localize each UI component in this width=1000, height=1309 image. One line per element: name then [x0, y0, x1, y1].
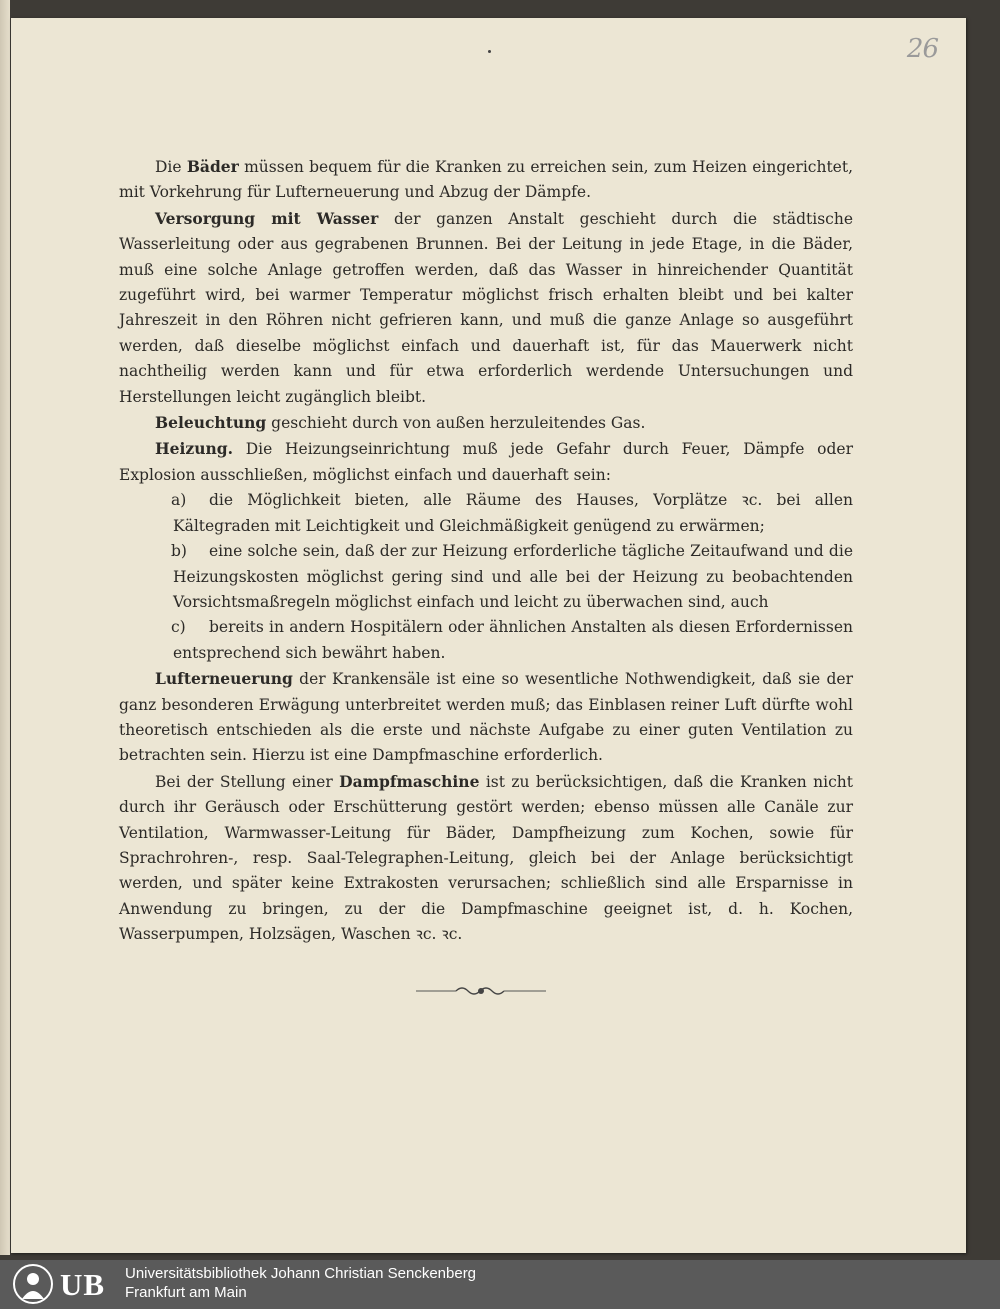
list-marker: b): [171, 542, 187, 561]
list-item-b: [119, 539, 853, 615]
library-logo-text: UB: [60, 1267, 106, 1302]
list-text: die Möglichkeit bieten, alle Räume des Hauses, Vorplätze ꝛc. bei allen Kältegraden mit Leichtigkeit und Gleichmäßigkeit genügend zu erwärmen;: [173, 491, 853, 535]
library-name: Universitätsbibliothek Johann Christian Senckenberg: [125, 1265, 477, 1282]
library-footer: [0, 1260, 1000, 1309]
paragraph-text: müssen bequem für die Kranken zu erreichen sein, zum Heizen eingerichtet, mit Vorkehrung für Lufterneuerung und Abzug der Dämpfe.: [119, 158, 854, 202]
document-page: [11, 18, 966, 1253]
list-marker: c): [171, 618, 186, 637]
paragraph-text: Die Heizungseinrichtung muß jede Gefahr durch Feuer, Dämpfe oder Explosion ausschließen, möglichst einfach und dauerhaft sein:: [119, 440, 853, 484]
list-text: eine solche sein, daß der zur Heizung erforderliche tägliche Zeitaufwand und die Heizungskosten möglichst gering sind und alle bei der Heizung zu beobachtenden Vorsichtsmaßregeln möglichst einfach und leicht zu überwachen sind, auch: [173, 542, 853, 611]
term-baeder: Bäder: [186, 157, 239, 176]
paragraph-baeder: [119, 154, 853, 206]
paragraph-wasser: [119, 206, 853, 410]
term-lufterneuerung: Lufterneuerung: [155, 669, 293, 689]
paragraph-text: geschieht durch von außen herzuleitendes Gas.: [266, 414, 646, 433]
paragraph-text: ist zu berücksichtigen, daß die Kranken nicht durch ihr Geräusch oder Erschütterung gestört werden; ebenso müssen alle Canäle zur Ventilation, Warmwasser-Leitung für Bäder, Dampfheizung zum Kochen, sowie für Sprachrohren-, resp. Saal-Telegraphen-Leitung, gleich bei der Anlage berücksichtigt werden, und später keine Extrakosten verursachen; schließlich sind alle Ersparnisse in Anwendung zu bringen, zu der die Dampfmaschine geeignet ist, d. h. Kochen, Wasserpumpen, Holzsägen, Waschen ꝛc. ꝛc.: [119, 772, 853, 944]
term-heizung: Heizung.: [155, 439, 233, 459]
paragraph-text: der Krankensäle ist eine so wesentliche Nothwendigkeit, daß sie der ganz besonderen Erwägung unterbreitet werden muß; das Einblasen reiner Luft dürfte wohl theoretisch entschieden als die erste und nächste Aufgabe zu einer guten Ventilation zu betrachten sein. Hierzu ist eine Dampfmaschine erforderlich.: [119, 670, 853, 765]
end-ornament: [416, 984, 546, 998]
term-dampfmaschine: Dampfmaschine: [339, 771, 480, 791]
paragraph-heizung: [119, 436, 853, 488]
list-marker: a): [171, 491, 187, 510]
page-mark-dot: [488, 50, 491, 53]
list-item-a: [119, 488, 853, 539]
paragraph-lufterneuerung: [119, 666, 853, 769]
paragraph-text: der ganzen Anstalt geschieht durch die städtische Wasserleitung oder aus gegrabenen Brunnen. Bei der Leitung in jede Etage, in die Bäder, muß eine solche Anlage getroffen werden, daß das Wasser in hinreichender Quantität zugeführt wird, bei warmer Temperatur möglichst frisch erhalten bleibt und bei kalter Jahreszeit in den Röhren nicht gefrieren kann, und muß die ganze Anlage so ausgeführt werden, daß dieselbe möglichst einfach und dauerhaft ist, für das Mauerwerk nicht nachtheilig werden kann und für etwa erforderlich werdende Untersuchungen und Herstellungen leicht zugänglich bleibt.: [119, 209, 854, 406]
term-wasser: Versorgung mit Wasser: [155, 208, 379, 228]
list-item-c: [119, 615, 853, 666]
paragraph-prefix: Die: [155, 158, 187, 176]
term-beleuchtung: Beleuchtung: [155, 413, 267, 433]
list-text: bereits in andern Hospitälern oder ähnlichen Anstalten als diesen Erfordernissen entsprechend sich bewährt haben.: [173, 618, 853, 662]
library-city: Frankfurt am Main: [125, 1284, 247, 1301]
paragraph-beleuchtung: [119, 410, 853, 436]
previous-page-edge: [0, 0, 10, 1255]
paragraph-dampfmaschine: [119, 769, 853, 948]
library-seal-icon: [10, 1263, 56, 1306]
page-number: 26: [906, 34, 938, 64]
paragraph-prefix: Bei der Stellung einer: [155, 772, 340, 791]
body-text: [119, 154, 853, 948]
